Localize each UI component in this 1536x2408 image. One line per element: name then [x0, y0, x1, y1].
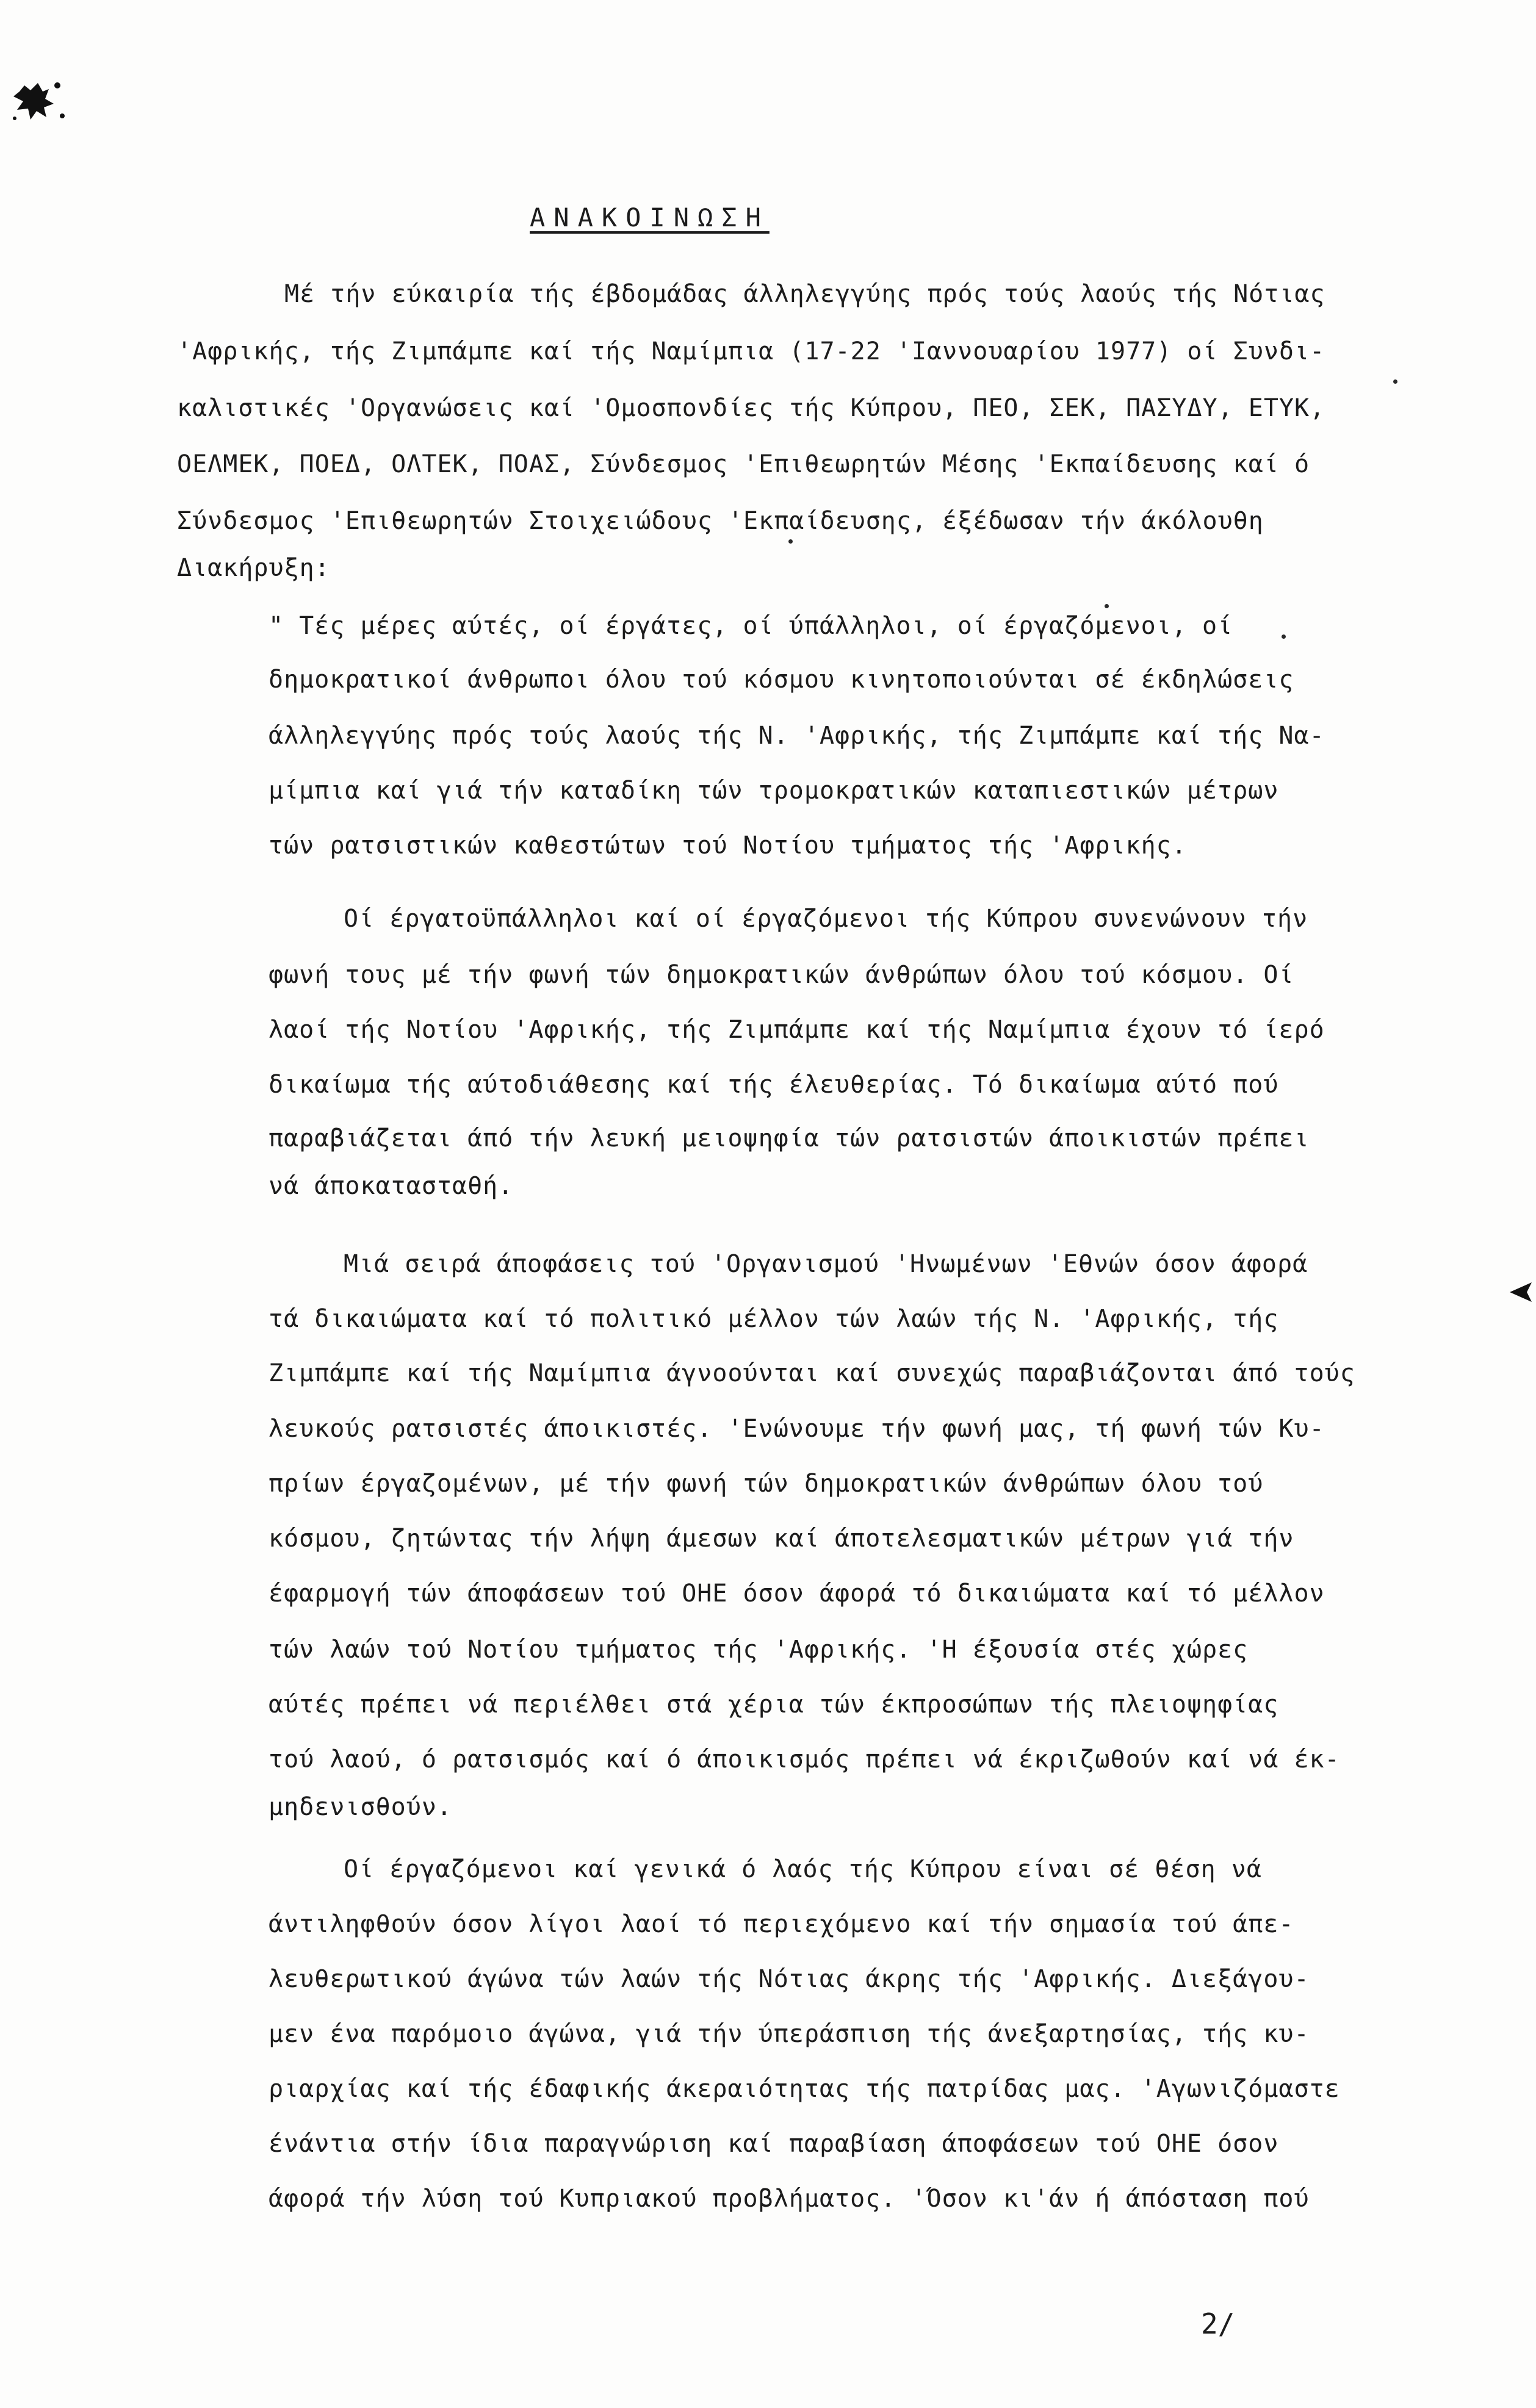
page-number: 2/ [1201, 2307, 1235, 2340]
scan-speck [1282, 634, 1286, 639]
text-line: τών λαών τού Νοτίου τμήματος τής 'Αφρικής. 'Η έξουσία στές χώρες [269, 1636, 1249, 1664]
text-line: δικαίωμα τής αύτοδιάθεσης καί τής έλευθερίας. Τό δικαίωμα αύτό πού [269, 1071, 1279, 1099]
text-line: φωνή τους μέ τήν φωνή τών δημοκρατικών άνθρώπων όλου τού κόσμου. Οί [269, 961, 1294, 989]
text-line: ΟΕΛΜΕΚ, ΠΟΕΔ, ΟΛΤΕΚ, ΠΟΑΣ, Σύνδεσμος 'Επιθεωρητών Μέσης 'Εκπαίδευσης καί ό [177, 450, 1310, 478]
text-line: μίμπια καί γιά τήν καταδίκη τών τρομοκρατικών καταπιεστικών μέτρων [269, 777, 1279, 805]
scan-blot-mark [6, 67, 73, 134]
text-line: παραβιάζεται άπό τήν λευκή μειοψηφία τών ρατσιστών άποικιστών πρέπει [269, 1124, 1310, 1152]
text-line: νά άποκατασταθή. [269, 1172, 514, 1200]
text-line: μηδενισθούν. [269, 1793, 452, 1821]
text-line: δημοκρατικοί άνθρωποι όλου τού κόσμου κινητοποιούνται σέ έκδηλώσεις [269, 666, 1294, 694]
text-line: λαοί τής Νοτίου 'Αφρικής, τής Ζιμπάμπε καί τής Ναμίμπια έχουν τό ίερό [269, 1016, 1325, 1044]
text-line: αύτές πρέπει νά περιέλθει στά χέρια τών έκπροσώπων τής πλειοψηφίας [269, 1691, 1279, 1719]
text-line: Μιά σειρά άποφάσεις τού 'Οργανισμού 'Ηνωμένων 'Εθνών όσον άφορά [344, 1250, 1308, 1278]
document-title: ΑΝΑΚΟΙΝΩΣΗ [530, 203, 770, 232]
text-line: άντιληφθούν όσον λίγοι λαοί τό περιεχόμενο καί τήν σημασία τού άπε- [269, 1910, 1294, 1938]
text-line: Ζιμπάμπε καί τής Ναμίμπια άγνοούνται καί συνεχώς παραβιάζονται άπό τούς [269, 1359, 1355, 1387]
text-line: Οί έργαζόμενοι καί γενικά ό λαός τής Κύπρου είναι σέ θέση νά [344, 1855, 1262, 1883]
left-arrow-icon [1509, 1280, 1533, 1304]
text-line: καλιστικές 'Οργανώσεις καί 'Ομοσπονδίες τής Κύπρου, ΠΕΟ, ΣΕΚ, ΠΑΣΥΔΥ, ΕΤΥΚ, [177, 394, 1325, 422]
scan-speck [788, 539, 793, 544]
text-line: " Τές μέρες αύτές, οί έργάτες, οί ύπάλληλοι, οί έργαζόμενοι, οί [269, 612, 1233, 640]
text-line: τών ρατσιστικών καθεστώτων τού Νοτίου τμήματος τής 'Αφρικής. [269, 832, 1187, 860]
text-line: ένάντια στήν ίδια παραγνώριση καί παραβίαση άποφάσεων τού ΟΗΕ όσον [269, 2130, 1279, 2158]
scan-speck [1393, 379, 1397, 384]
text-line: Μέ τήν εύκαιρία τής έβδομάδας άλληλεγγύης πρός τούς λαούς τής Νότιας [284, 280, 1325, 308]
text-line: τού λαού, ό ρατσισμός καί ό άποικισμός πρέπει νά έκριζωθούν καί νά έκ- [269, 1745, 1340, 1774]
text-line: Οί έργατοϋπάλληλοι καί οί έργαζόμενοι τής Κύπρου συνενώνουν τήν [344, 905, 1308, 933]
text-line: ριαρχίας καί τής έδαφικής άκεραιότητας τής πατρίδας μας. 'Αγωνιζόμαστε [269, 2075, 1340, 2103]
text-line: Διακήρυξη: [177, 554, 330, 582]
text-line: άλληλεγγύης πρός τούς λαούς τής Ν. 'Αφρικής, τής Ζιμπάμπε καί τής Να- [269, 722, 1325, 750]
text-line: λευθερωτικού άγώνα τών λαών τής Νότιας άκρης τής 'Αφρικής. Διεξάγου- [269, 1965, 1310, 1993]
text-line: κόσμου, ζητώντας τήν λήψη άμεσων καί άποτελεσματικών μέτρων γιά τήν [269, 1525, 1294, 1553]
text-line: άφορά τήν λύση τού Κυπριακού προβλήματος. 'Όσον κι'άν ή άπόσταση πού [269, 2185, 1310, 2213]
text-line: έφαρμογή τών άποφάσεων τού ΟΗΕ όσον άφορά τό δικαιώματα καί τό μέλλον [269, 1580, 1325, 1608]
text-line: λευκούς ρατσιστές άποικιστές. 'Ενώνουμε τήν φωνή μας, τή φωνή τών Κυ- [269, 1415, 1325, 1443]
text-line: 'Αφρικής, τής Ζιμπάμπε καί τής Ναμίμπια (17-22 'Ιαννουαρίου 1977) οί Συνδι- [177, 337, 1325, 365]
text-line: πρίων έργαζομένων, μέ τήν φωνή τών δημοκρατικών άνθρώπων όλου τού [269, 1470, 1264, 1498]
scan-speck [1105, 604, 1109, 608]
text-line: τά δικαιώματα καί τό πολιτικό μέλλον τών λαών τής Ν. 'Αφρικής, τής [269, 1305, 1279, 1333]
text-line: μεν ένα παρόμοιο άγώνα, γιά τήν ύπεράσπιση τής άνεξαρτησίας, τής κυ- [269, 2020, 1310, 2048]
text-line: Σύνδεσμος 'Επιθεωρητών Στοιχειώδους 'Εκπαίδευσης, έξέδωσαν τήν άκόλουθη [177, 507, 1264, 535]
